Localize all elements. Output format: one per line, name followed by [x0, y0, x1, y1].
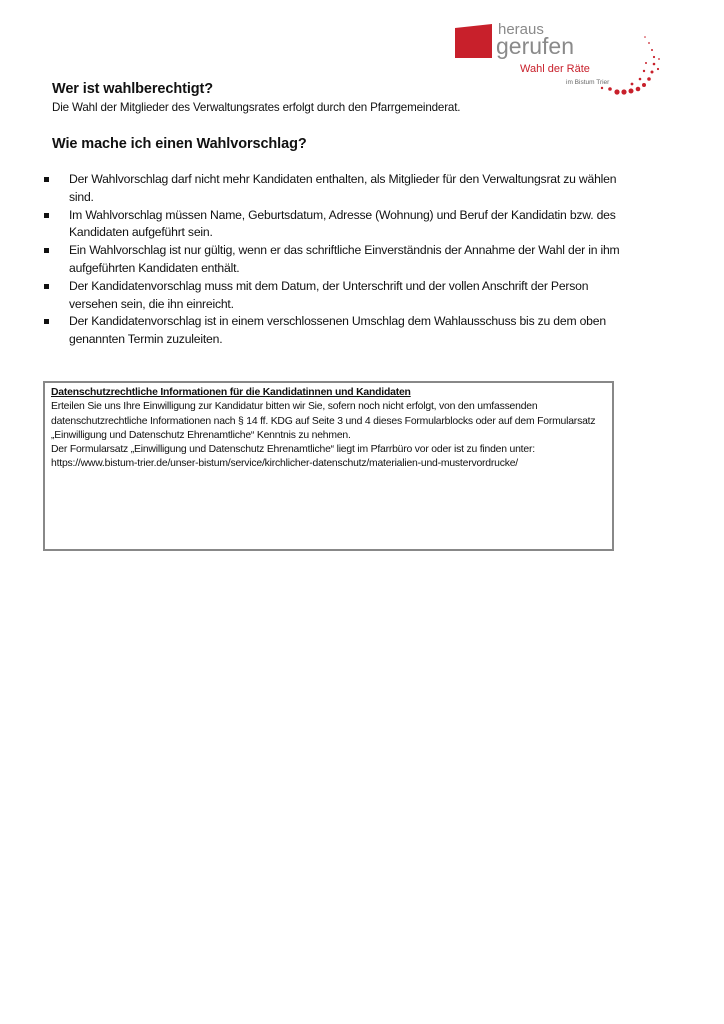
list-item: Der Kandidatenvorschlag muss mit dem Datum, der Unterschrift und der vollen Anschrift der Person versehen sein, die ihn einreicht.: [44, 278, 640, 314]
svg-text:Wahl der Räte: Wahl der Räte: [520, 63, 590, 75]
list-item: Der Kandidatenvorschlag ist in einem verschlossenen Umschlag dem Wahlausschuss bis zu dem oben genannten Termin zuzuleiten.: [44, 313, 640, 349]
bullet-icon: [44, 213, 49, 218]
heading-nomination: Wie mache ich einen Wahlvorschlag?: [52, 136, 307, 152]
svg-text:im Bistum Trier: im Bistum Trier: [566, 79, 610, 86]
privacy-info-box: [43, 381, 614, 551]
bullet-icon: [44, 248, 49, 253]
svg-text:gerufen: gerufen: [496, 33, 575, 59]
privacy-para1: Erteilen Sie uns Ihre Einwilligung zur Kandidatur bitten wir Sie, sofern noch nicht erfolgt, von den umfassenden datenschutzrechtliche Informationen nach § 14 ff. KDG auf Seite 3 und 4 dieses Formularblocks oder auf dem Formularsatz „Einwilligung und Datenschutz Ehrenamtliche“ Kenntnis zu nehmen.: [51, 401, 596, 441]
bullet-icon: [44, 319, 49, 324]
list-item: Im Wahlvorschlag müssen Name, Geburtsdatum, Adresse (Wohnung) und Beruf der Kandidatin bzw. des Kandidaten aufgeführt sein.: [44, 207, 640, 243]
eligibility-text: Die Wahl der Mitglieder des Verwaltungsrates erfolgt durch den Pfarrgemeinderat.: [52, 101, 461, 114]
privacy-title: Datenschutzrechtliche Informationen für die Kandidatinnen und Kandidaten: [51, 386, 411, 398]
svg-text:heraus: heraus: [498, 21, 544, 38]
heading-eligibility: Wer ist wahlberechtigt?: [52, 81, 213, 97]
list-item: Ein Wahlvorschlag ist nur gültig, wenn er das schriftliche Einverständnis der Annahme der Wahl der in ihm aufgeführten Kandidaten enthält.: [44, 242, 640, 278]
privacy-para2: Der Formularsatz „Einwilligung und Datenschutz Ehrenamtliche“ liegt im Pfarrbüro vor oder ist zu finden unter:: [51, 444, 535, 456]
bullet-icon: [44, 177, 49, 182]
list-item: Der Wahlvorschlag darf nicht mehr Kandidaten enthalten, als Mitglieder für den Verwaltungsrat zu wählen sind.: [44, 171, 640, 207]
nomination-rules-list: [44, 171, 640, 349]
bullet-icon: [44, 284, 49, 289]
privacy-url-link[interactable]: https://www.bistum-trier.de/unser-bistum/service/kirchlicher-datenschutz/materialien-und-mustervordrucke/: [51, 458, 518, 470]
document-body: [0, 80, 724, 551]
